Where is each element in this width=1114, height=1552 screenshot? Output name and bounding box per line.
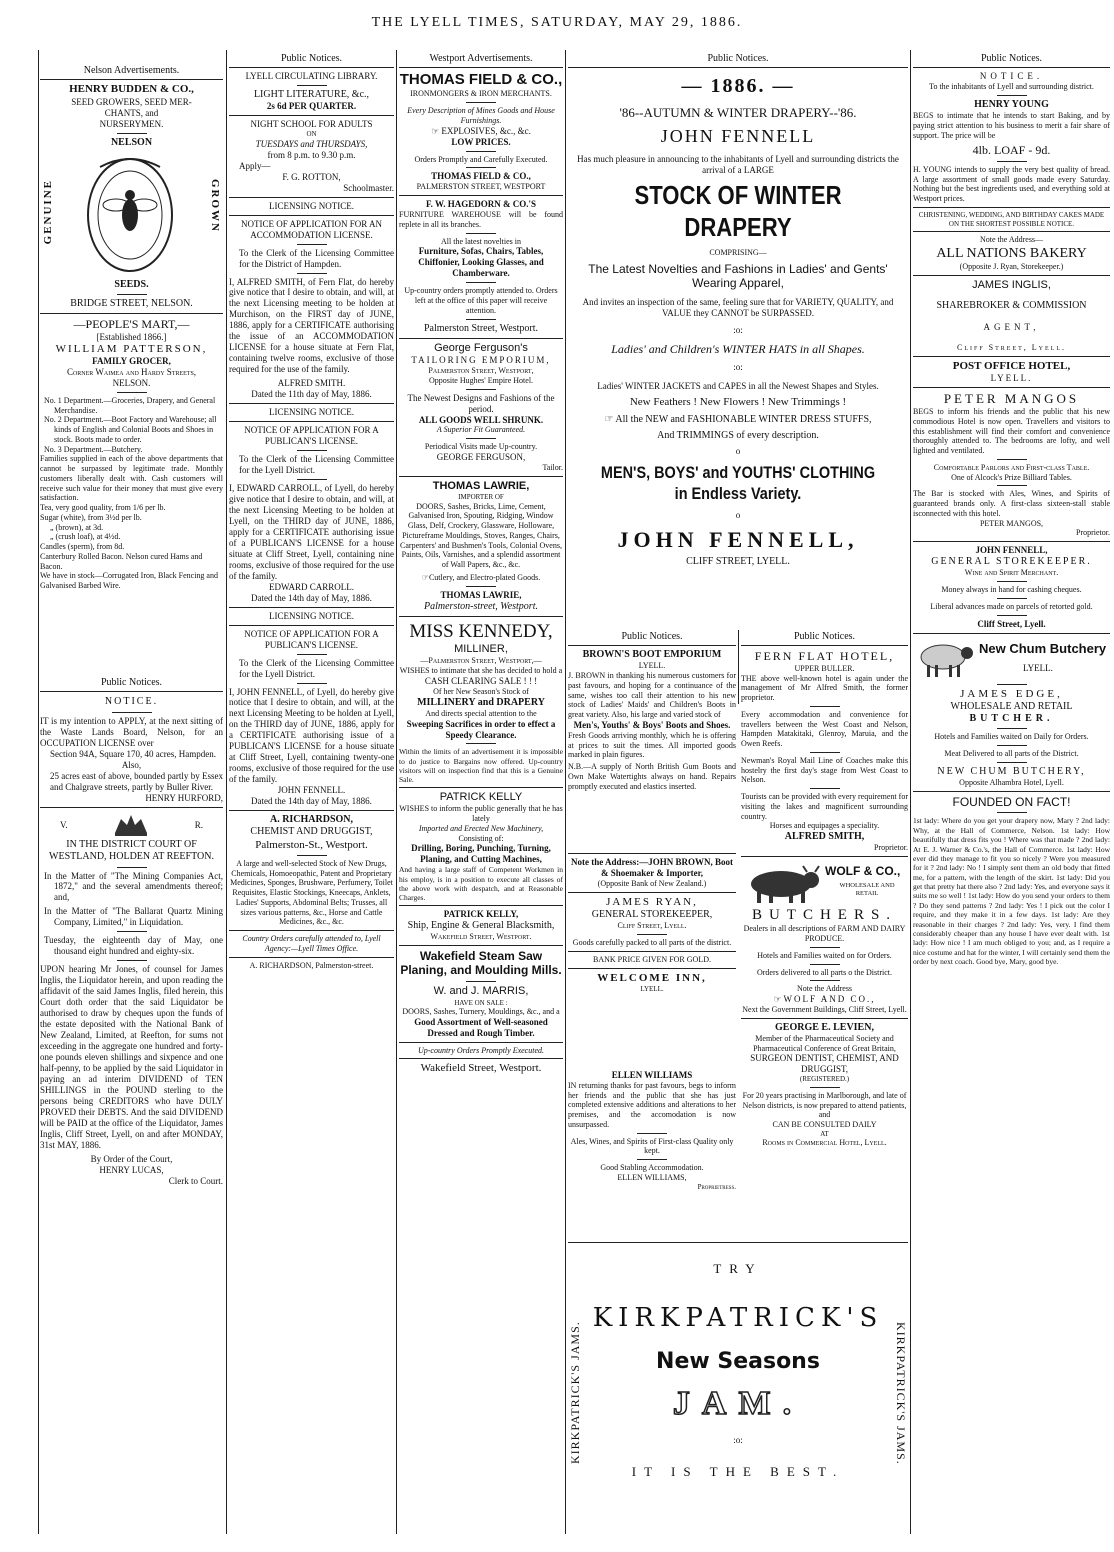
inglis-agent: AGENT, [983, 322, 1040, 333]
mangos-body: BEGS to inform his friends and the public that his new commodious Hotel is now open. Travellers and visitors to this establishment will find their comfort and convenience thoroughly attended to. The bedrooms are lofty, and well lighted and ventilated. [913, 407, 1110, 456]
marris-good: Good Assortment of Well-seasoned Dressed and Rough Timber. [414, 1016, 548, 1038]
acc-title: NOTICE OF APPLICATION FOR AN ACCOMMODATION LICENSE. [240, 218, 383, 240]
jf-cliff: Cliff Street, Lyell. [977, 618, 1046, 629]
budden-line: SEED GROWERS, SEED MER- [71, 96, 192, 107]
budden-name: HENRY BUDDEN & CO., [69, 83, 194, 96]
column-rule [910, 50, 911, 1534]
clothing-banner: MEN'S, BOYS' and YOUTHS' CLOTHING in Endless Variety. [600, 462, 876, 503]
marris-name: W. and J. MARRIS, [433, 985, 529, 998]
inglis-trade: SHAREBROKER & COMMISSION [936, 300, 1087, 312]
mangos-parlors: Comfortable Parlors and First-class Table. [933, 462, 1090, 472]
notice-title: NOTICE. [979, 71, 1044, 82]
kennedy-attn: And directs special attention to the [425, 708, 537, 718]
notice-body: IT is my intention to APPLY, at the next sitting of the Waste Lands Board, Nelson, for an OCCUPATION LICENSE over [40, 716, 223, 749]
fennell-big: JOHN FENNELL, [617, 527, 859, 553]
carroll-date: Dated the 14th day of May, 1886. [251, 592, 372, 603]
column-public-notices-2 [229, 52, 394, 1542]
gold-price: BANK PRICE GIVEN FOR GOLD. [592, 954, 711, 964]
mart-item: No. 1 Department.—Groceries, Drapery, and General Merchandise. [44, 395, 216, 415]
column-rule [226, 50, 227, 1534]
seal-left-label: GENUINE [42, 178, 54, 245]
mart-item: „ (crush loaf), at 4½d. [50, 532, 121, 542]
library-title: LYELL CIRCULATING LIBRARY. [245, 71, 378, 82]
ferguson-visits: Periodical Visits made Up-country. [424, 442, 538, 452]
notice-sign: HENRY HURFORD, [145, 793, 223, 804]
field-desc: Every Description of Mines Goods and House Furnishings. [407, 106, 555, 125]
royal-crest-icon [111, 813, 151, 837]
carroll-sign: EDWARD CARROLL. [269, 581, 354, 592]
jf-name: JOHN FENNELL, [975, 545, 1048, 556]
jf-liberal: Liberal advances made on parcels of retorted gold. [930, 601, 1093, 611]
section-header: Westport Advertisements. [399, 52, 563, 68]
mill-title: Wakefield Steam Saw Planing, and Moulding Mills. [400, 948, 562, 978]
jf-money: Money always in hand for cashing cheques. [941, 585, 1082, 595]
fennell-cliff: CLIFF STREET, LYELL. [686, 556, 790, 568]
wolf-note: Note the Address [796, 984, 853, 994]
court-date: Tuesday, the eighteenth day of May, one thousand eight hundred and eighty-six. [44, 935, 223, 957]
kirk-center [590, 1251, 886, 1480]
brown-body: J. BROWN in thanking his numerous customers for past favours, and hoping for a continuance of the same, wishes too call their attention to his new stock of Ladies' Maids' and Children's Boots in great variety. Also, his large and varied stock of [568, 671, 736, 720]
fern-tourists: Tourists can be provided with every requirement for visiting the lakes and magnificent surrounding country. [741, 792, 908, 821]
separator: o [735, 446, 741, 457]
lawrie-addr: Palmerston-street, Westport. [424, 600, 538, 612]
levien-member: Member of the Pharmaceutical Society and Pharmaceutical Conference of Great Britain, [753, 1033, 896, 1053]
stock-banner: STOCK OF WINTER DRAPERY [634, 180, 842, 243]
column-public-notices-4b [741, 630, 908, 1240]
jf-title: GENERAL STOREKEEPER. [931, 556, 1092, 568]
edge-opp: Opposite Alhambra Hotel, Lyell. [959, 778, 1064, 787]
fern-body: THE above well-known hotel is again under the management of Mr Alfred Smith, the former proprietor. [741, 673, 908, 703]
invites: And invites an inspection of the same, feeling sure that for VARIETY, QUALITY, and VALUE they CANNOT be SURPASSED. [582, 296, 894, 318]
budden-line: NURSERYMEN. [99, 118, 164, 129]
founded-title: FOUNDED ON FACT! [952, 794, 1071, 809]
richardson-title: CHEMIST AND DRUGGIST, [250, 826, 373, 838]
smith-date: Dated the 11th day of May, 1886. [251, 389, 372, 400]
kirk-sep: :o: [733, 1434, 743, 1445]
seal-bottom: SEEDS. [114, 278, 149, 290]
kirk-jam: JAM. [672, 1385, 804, 1423]
brown-lyell: LYELL. [638, 661, 666, 671]
wolf-next: Next the Government Buildings, Cliff Street, Lyell. [742, 1005, 907, 1015]
drapery-intro: Has much pleasure in announcing to the inhabitants of Lyell and surrounding districts the arrival of a LARGE [577, 154, 899, 176]
separator: o [735, 510, 741, 521]
ferguson-tailor: Tailor. [542, 462, 563, 472]
wolf-orders: Orders delivered to all parts o the District. [756, 967, 893, 977]
lawrie-cutlery: ☞Cutlery, and Electro-plated Goods. [421, 572, 541, 582]
kennedy-name: MISS KENNEDY, [409, 620, 553, 642]
richardson-place: Palmerston-St., Westport. [255, 838, 368, 851]
year-banner: — 1886. — [681, 75, 795, 98]
ferguson-shrunk: ALL GOODS WELL SHRUNK. [418, 414, 544, 425]
notice-acres: 25 acres east of above, bounded partly by Essex and Chalgrave streets, partly by Buller River. [50, 771, 223, 793]
notice-title: NOTICE. [104, 696, 159, 708]
newchum-title: New Chum Butchery [979, 640, 1107, 656]
field-expl: ☞ EXPLOSIVES, &c., &c. [431, 125, 531, 136]
young-body: BEGS to intimate that he intends to start Baking, and by paying strict attention to his business to merit a fair share of support. The price will be [913, 111, 1110, 140]
section-header: Public Notices. [229, 52, 394, 68]
mart-city: NELSON. [112, 378, 151, 388]
kennedy-body: WISHES to intimate that she has decided to hold a [399, 666, 563, 676]
masthead: THE LYELL TIMES, SATURDAY, MAY 29, 1886. [371, 15, 743, 30]
fern-horses: Horses and equipages a speciality. [769, 821, 880, 831]
mart-item: Canterbury Rolled Bacon. Nelson cured Hams and Bacon. [40, 551, 203, 571]
mangos-sign: PETER MANGOS, [979, 518, 1044, 528]
separator: :o: [733, 362, 743, 373]
fern-sub: UPPER BULLER. [794, 663, 855, 673]
field-name: THOMAS FIELD & CO., [399, 71, 563, 89]
kirk-side-left: KIRKPATRICK'S JAMS. [568, 1321, 582, 1465]
hagedorn-body: FURNITURE WAREHOUSE will be found replete in all its branches. [399, 210, 563, 229]
mart-est: [Established 1866.] [96, 331, 167, 342]
fern-prop: Proprietor. [874, 843, 908, 853]
inglis-addr: Cliff Street, Lyell. [957, 343, 1066, 353]
column-rule [396, 50, 397, 1534]
winter-hats: Ladies' and Children's WINTER HATS in all Shapes. [611, 341, 865, 356]
ferguson-fit: A Superior Fit Guaranteed. [436, 425, 526, 435]
bee-seal-icon [80, 153, 180, 277]
mart-corner: Corner Waimea and Hardy Streets, [66, 367, 197, 378]
levien-consult: CAN BE CONSULTED DAILY [772, 1120, 877, 1130]
edge-title: WHOLESALE AND RETAIL [950, 700, 1073, 712]
kelly-addr: Wakefield Street, Westport. [430, 932, 532, 942]
hagedorn-name: F. W. HAGEDORN & CO.'S [426, 199, 536, 210]
wolf-name: WOLF & CO., [825, 864, 901, 878]
ellen-ales: Ales, Wines, and Spirits of First-class Quality only kept. [570, 1136, 734, 1156]
field-addr: PALMERSTON STREET, WESTPORT [416, 182, 546, 192]
marris-sale: HAVE ON SALE : [454, 998, 508, 1007]
school-rotton: F. G. ROTTON, [282, 171, 341, 182]
separator: :o: [733, 324, 743, 335]
hagedorn-latest: All the latest novelties in [441, 236, 521, 246]
brown-title: BROWN'S BOOT EMPORIUM [582, 649, 722, 661]
mart-item: Candles (sperm), from 8d. [40, 542, 125, 552]
school-hours: from 8 p.m. to 9.30 p.m. [267, 149, 356, 160]
ryan-body: Goods carefully packed to all parts of the district. [572, 938, 732, 948]
pointing-hand-icon: ☞ [431, 125, 442, 136]
court-matter: In the Matter of "The Mining Companies Act, 1872," and the several amendments thereof; and, [44, 870, 223, 903]
school-title: NIGHT SCHOOL FOR ADULTS [250, 119, 373, 130]
kirk-try: TRY [713, 1261, 763, 1276]
bull-icon [741, 862, 821, 904]
jackets: Ladies' WINTER JACKETS and CAPES in all the Newest Shapes and Styles. [597, 381, 879, 392]
brown-nb: N.B.—A supply of North British Gum Boots and Own Make Watertights always on hand. Repairs promptly executed and elastics inserted. [568, 762, 736, 791]
kirk-name: KIRKPATRICK'S [592, 1302, 884, 1333]
licensing-header: LICENSING NOTICE. [269, 407, 354, 418]
kirkpatrick-ad [568, 1242, 908, 1543]
field-name2: THOMAS FIELD & CO., [431, 171, 531, 182]
mart-item: Families supplied in each of the above departments that cannot be surpassed by legitimate trade. Monthly customers liberally dealt with. Cash customers will receive such value for their money that must give every satisfaction. [40, 454, 223, 503]
clerk-address: To the Clerk of the Licensing Committee for the Lyell District. [239, 657, 394, 679]
richardson-body: A large and well-selected Stock of New Drugs, Chemicals, Homoeopathic, Patent and Proprietary Medicines, Sponges, Brushware, Perfumery, Toilet Requisites, Elastic Stockings, Kneecaps, Anklets, Ladies' Supports, Abdominal Belts; Trusses, all sizes various patterns, &c., Horse and Cattle Medicines, &c., &c. [230, 858, 393, 927]
column-westport [399, 52, 563, 1542]
novelties: The Latest Novelties and Fashions in Ladies' and Gents' Wearing Apparel, [588, 261, 888, 291]
pub-title: NOTICE OF APPLICATION FOR A PUBLICAN'S LICENSE. [244, 425, 379, 447]
kirk-best: IT IS THE BEST. [631, 1463, 845, 1479]
brown-addr: Note the Address:—JOHN BROWN, Boot & Shoemaker & Importer, [570, 857, 734, 878]
licensing-header: LICENSING NOTICE. [269, 200, 354, 211]
licensing-header: LICENSING NOTICE. [269, 610, 354, 621]
library-price: 2s 6d PER QUARTER. [266, 101, 357, 112]
column-rule [38, 50, 39, 1534]
column-public-notices-4a [568, 630, 736, 850]
budden-line: CHANTS, and [104, 107, 159, 118]
smith-body: I, ALFRED SMITH, of Fern Flat, do hereby give notice that I desire to obtain, and will, at the next Licensing meeting to be holden at Murchison, on the FIRST day of JUNE, 1886, apply for a CERTIFICATE authorising the issue of an ACCOMMODATION LICENSE for a house situate at Fern Flat, containing twelve rooms, exclusive of those required for the use of the family. [229, 276, 394, 375]
wolf-addr: ☞WOLF AND CO., [773, 994, 876, 1005]
court-order: By Order of the Court, [90, 1153, 173, 1164]
ferguson-name: George Ferguson's [434, 341, 528, 354]
pub-title: NOTICE OF APPLICATION FOR A PUBLICAN'S LICENSE. [244, 628, 379, 650]
column-public-notices-4a-cont [568, 850, 736, 1070]
mangos-name: PETER MANGOS [943, 391, 1080, 407]
richardson-name: A. RICHARDSON, [269, 814, 354, 826]
budden-city: NELSON [110, 136, 153, 148]
dress-stuffs: ☞ All the NEW and FASHIONABLE WINTER DRESS STUFFS, [604, 413, 872, 425]
mart-title: —PEOPLE'S MART,— [73, 317, 190, 332]
feathers: New Feathers ! New Flowers ! New Trimmings ! [629, 396, 847, 409]
lawrie-name: THOMAS LAWRIE, [432, 479, 530, 492]
mart-name: WILLIAM PATTERSON, [55, 342, 208, 355]
founded-dialogue: 1st lady: Where do you get your drapery now, Mary ? 2nd lady: Why, at the Hall of Commerce, Nelson. 1st lady: How beautifully that dress fits you ! Where was that made ? 2nd lady: At E. J. Warner & Co.'s, the Hall of Commerce. 1st lady: How ever did they manage to fit you so nicely ? Were you measured for it ? 2nd lady: No ! I simply sent them an old body that fitted me, for a pattern, with the length of the skirt. 1st lady: Did you get that pretty hat there also ? 2nd lady: Yes, and everyone says it suits me so well ! 1st lady: How do you send your orders to them ? Do they send patterns ? 2nd lady: Yes ! I pick out the color I require, and they make it in a few days. 1st lady: Are they reasonable in their charges ? 2nd lady: Yes, very. I find them considerably cheaper than any house I have ever dealt with. 1st lady: How nice ! I am much obliged to you; and, as I require a nice costume and hat for the winter, I will certainly send them the order by next coach. Good bye, Mary, good bye. [913, 816, 1110, 966]
section-header: Public Notices. [40, 676, 223, 692]
brown-mens: Men's, Youths' & Boys' Boots and Shoes. [573, 719, 731, 730]
section-header: Public Notices. [568, 52, 908, 68]
ellen-body: IN returning thanks for past favours, begs to inform her friends and the public that she has just completed extensive additions and alterations to her premises, and the accomodation is now unsurpassed. [568, 1080, 736, 1129]
welcome-lyell: LYELL. [640, 984, 664, 993]
mart-item: „ (brown), at 3d. [50, 522, 104, 532]
kelly-name: PATRICK KELLY [439, 791, 523, 804]
young-more: H. YOUNG intends to supply the very best quality of bread. A large assortment of small goods made every Saturday. Nothing but the best ingredients used, and everything sold at Westport prices. [913, 164, 1110, 204]
kelly-trade: Ship, Engine & General Blacksmith, [407, 919, 555, 931]
clerk-address: To the Clerk of the Licensing Committee for the District of Hampden. [239, 247, 394, 269]
fennell-body: I, JOHN FENNELL, of Lyell, do hereby give notice that I desire to obtain, and will, at the next Licensing Meeting to be holden at Lyell, on the THIRD day of JUNE, 1886, apply for a CERTIFICATE authorising issue of a PUBLICAN'S LICENSE for a house situate at Cliff Street, Lyell, containing twenty-one rooms, exclusive of those required for the use of the family. [229, 686, 394, 785]
kennedy-sale: CASH CLEARING SALE ! ! ! [424, 675, 538, 686]
kennedy-within: Within the limits of an advertisement it is impossible to do justice to Bargains now offered. Up-country visitors will on inspection find that this is a Genuine Sale. [399, 747, 563, 784]
ryan-name: JAMES RYAN, [606, 895, 698, 908]
season-banner: '86--AUTUMN & WINTER DRAPERY--'86. [619, 104, 857, 120]
school-on: ON [306, 130, 317, 139]
ellen-good: Good Stabling Accommodation. [600, 1163, 704, 1173]
clerk-address: To the Clerk of the Licensing Committee for the Lyell District. [239, 454, 394, 476]
court-matter: In the Matter of "The Ballarat Quartz Mining Company, Limited," in Liquidation. [44, 906, 223, 928]
mart-role: FAMILY GROCER, [92, 356, 171, 367]
smith-sign: ALFRED SMITH. [277, 378, 346, 389]
mart-item: No. 3 Department.—Butchery. [44, 444, 143, 454]
fern-mail: Newman's Royal Mail Line of Coaches make this hostelry the first day's stage from West Coast to Nelson. [741, 755, 908, 785]
school-apply: Apply— [239, 160, 271, 171]
young-to: To the inhabitants of Lyell and surrounding district. [929, 82, 1094, 92]
kennedy-addr: —Palmerston Street, Westport,— [420, 656, 542, 666]
kennedy-sweep: Sweeping Sacrifices in order to effect a Speedy Clearance. [406, 718, 556, 740]
mart-item: Sugar (white), from 3½d per lb. [40, 512, 142, 522]
levien-body: For 20 years practising in Marlborough, and late of Nelson districts, is now prepared to attend patients, and [742, 1090, 907, 1120]
seal-right-label: GROWN [209, 178, 221, 233]
wolf-header [741, 860, 908, 906]
edge-hotels: Hotels and Families waited on Daily for Orders. [934, 732, 1089, 742]
field-orders: Orders Promptly and Carefully Executed. [414, 154, 548, 164]
edge-butcher: BUTCHER. [969, 713, 1054, 725]
mart-item: Tea, very good quality, from 1/6 per lb. [40, 503, 166, 513]
edge-newchum: NEW CHUM BUTCHERY, [937, 765, 1086, 777]
field-trade: IRONMONGERS & IRON MERCHANTS. [410, 89, 552, 99]
ryan-addr: Cliff Street, Lyell. [617, 921, 687, 931]
fennell-sign: JOHN FENNELL. [277, 785, 346, 796]
ferguson-opp: Opposite Hughes' Empire Hotel. [428, 375, 534, 385]
bakery-name: ALL NATIONS BAKERY [936, 245, 1087, 261]
court-sign: HENRY LUCAS, [99, 1164, 164, 1175]
post-office-hotel: POST OFFICE HOTEL, [952, 359, 1071, 372]
welcome-inn: WELCOME INN, [597, 971, 707, 984]
fern-every: Every accommodation and convenience for travellers between the West Coast and Nelson, Hampden Matakitaki, Glenroy, Maruia, and the Owen Reefs. [741, 709, 908, 749]
court-title: IN THE DISTRICT COURT OF WESTLAND, HOLDEN AT REEFTON. [49, 839, 214, 863]
comprising: COMPRISING— [709, 247, 767, 257]
court-clerk: Clerk to Court. [168, 1175, 223, 1186]
butchers: BUTCHERS. [751, 907, 898, 923]
bakery-address: Note the Address— [979, 235, 1044, 245]
levien-rooms: Rooms in Commercial Hotel, Lyell. [762, 1138, 887, 1148]
wolf-dealers: Dealers in all descriptions of FARM AND DAIRY PRODUCE. [743, 924, 906, 944]
mart-item: No. 2 Department.—Boot Factory and Warehouse; all kinds of English and Colonial Boots and Shoes in stock. Boots made to order. [44, 415, 217, 444]
edge-name: JAMES EDGE, [960, 687, 1063, 700]
kelly-body: WISHES to inform the public generally that he has lately [399, 804, 563, 824]
pointing-hand-icon: ☞ [421, 572, 429, 582]
pointing-hand-icon: ☞ [773, 994, 784, 1005]
inglis-name: JAMES INGLIS, [972, 278, 1051, 291]
mart-item: We have in stock—Corrugated Iron, Black Fencing and Galvanised Barbed Wire. [40, 571, 218, 591]
wolf-hotels: Hotels and Families waited on for Orders. [757, 950, 892, 960]
loaf-price: 4lb. LOAF - 9d. [972, 143, 1051, 158]
seal-block [40, 149, 223, 279]
library-lit: LIGHT LITERATURE, &c., [253, 89, 370, 101]
post-lyell: LYELL. [990, 373, 1033, 384]
sheep-icon [913, 639, 977, 679]
newchum-lyell: LYELL. [1023, 662, 1053, 673]
mangos-bar: The Bar is stocked with Ales, Wines, and Spirits of guaranteed brands only. A first-class sixteen-stall stable isconnected with this hotel. [913, 489, 1110, 518]
pointing-hand-icon: ☞ [604, 413, 616, 425]
marris-country: Up-country Orders Promptly Executed. [417, 1045, 545, 1055]
kelly-drill: Drilling, Boring, Punching, Turning, Planing, and Cutting Machines, [411, 843, 551, 865]
kelly-consisting: Consisting of: [458, 833, 504, 843]
kennedy-stock: Of her New Season's Stock of [433, 686, 529, 696]
levien-title: SURGEON DENTIST, CHEMIST, AND DRUGGIST, [750, 1053, 899, 1075]
column-public-notices-1 [40, 676, 223, 1546]
section-header: Public Notices. [741, 630, 908, 646]
notice-section: Section 94A, Square 170, 40 acres, Hampden. [50, 749, 216, 760]
lawrie-body: DOORS, Sashes, Bricks, Lime, Cement, Galvanised Iron, Spouting, Ridging, Window Glass, Delf, Crockery, Glassware, Holloware, Pictureframe Mouldings, Stoves, Ranges, Chairs, Carpenters' and Bushmen's Tools, Colonial Ovens, Paints, Oils, Varnishes, and a splendid assortment of Wall Papers, &c., &c. [400, 501, 562, 570]
wolf-sub: WHOLESALE AND RETAIL [839, 882, 895, 897]
royal-arms [40, 811, 223, 839]
column-welcome-inn [568, 1070, 736, 1240]
ellen-prop: Proprietress. [697, 1182, 736, 1191]
school-master: Schoolmaster. [343, 182, 394, 193]
fern-sign: ALFRED SMITH, [784, 831, 865, 843]
edge-meat: Meat Delivered to all parts of the District. [944, 749, 1079, 759]
ferguson-title: TAILORING EMPORIUM, [411, 355, 551, 366]
marris-addr: Wakefield Street, Westport. [420, 1062, 542, 1075]
kirk-new: New Seasons [656, 1348, 820, 1374]
levien-reg: (REGISTERED.) [799, 1075, 850, 1084]
section-header: Nelson Advertisements. [40, 64, 223, 80]
hagedorn-goods: Furniture, Sofas, Chairs, Tables, Chiffonier, Looking Glasses, and Chamberware. [418, 246, 544, 279]
kelly-imported: Imported and Erected New Machinery, [418, 823, 544, 833]
mangos-prop: Proprietor. [1076, 528, 1110, 538]
fennell-date: Dated the 14th day of May, 1886. [251, 796, 372, 807]
carroll-body: I, EDWARD CARROLL, of Lyell, do hereby give notice that I desire to obtain, and will, at the next Licensing Meeting to be holden at Lyell, on the THIRD day of JUNE, 1886, apply for a CERTIFICATE authorising issue of a PUBLICAN'S LICENSE for a house situate at Cliff Street, Lyell, containing nine rooms, exclusive of those required for the use of the family. [229, 483, 394, 581]
section-header: Public Notices. [913, 52, 1110, 68]
fennell-name: JOHN FENNELL [660, 126, 816, 147]
kennedy-title: MILLINER, [454, 642, 508, 655]
section-header: Public Notices. [568, 630, 736, 646]
vr-right: R. [194, 819, 203, 830]
kennedy-millinery: MILLINERY and DRAPERY [417, 696, 545, 708]
vr-left: V. [60, 819, 68, 830]
lawrie-importer: IMPORTER OF [458, 493, 504, 502]
fern-title: FERN FLAT HOTEL, [754, 649, 895, 664]
ferguson-addr: Palmerston Street, Westport, [428, 366, 534, 376]
trimmings: And TRIMMINGS of every description. [657, 429, 819, 441]
richardson-country: Country Orders carefully attended to, Lyell Agency:—Lyell Times Office. [242, 934, 381, 953]
ryan-title: GENERAL STOREKEEPER, [591, 909, 713, 921]
field-low: LOW PRICES. [451, 136, 511, 147]
school-days: TUESDAYS and THURSDAYS, [255, 138, 368, 149]
budden-address: BRIDGE STREET, NELSON. [70, 297, 193, 309]
levien-at: AT [820, 1129, 829, 1138]
column-public-notices-5 [913, 52, 1110, 1542]
ferguson-body: The Newest Designs and Fashions of the period. [407, 392, 555, 414]
ferguson-sign: GEORGE FERGUSON, [436, 451, 526, 462]
brown-fresh: Fresh Goods arriving monthly, which he is offering at prices to suit the times. All imported goods marked in plain figures. [568, 730, 736, 760]
ellen-name: ELLEN WILLIAMS [611, 1070, 693, 1080]
mangos-billiard: One of Alcock's Prize Billiard Tables. [951, 472, 1072, 482]
column-rule [738, 630, 739, 704]
ellen-sign: ELLEN WILLIAMS, [617, 1172, 687, 1182]
bakery-opp: (Opposite J. Ryan, Storekeeper.) [959, 261, 1064, 271]
hagedorn-country: Up-country orders promptly attended to. Orders left at the office of this paper will receive attention. [404, 286, 558, 315]
court-body: UPON hearing Mr Jones, of counsel for James Inglis, the Liquidator herein, and upon reading the affidavit of the said James Inglis, filed herein, this Court doth order that the said Liquidator be authorised to draw by cheques upon the funds of the estate deposited with the National Bank of New Zealand, Limited, at Reefton, for sums not exceeding in the aggregate one hundred and forty-one pounds eleven shillings and sixpence and one half-penny, to be applied by the said Liquidator in paying an ad interim DIVIDEND of TEN SHILLINGS in the POUND sterling to the persons being CREDITORS who have DULY PROVED their DEBTS. And the said DIVIDEND will be PAID at the office of the Liquidator, James Inglis, Cliff Street, Lyell, on and after MONDAY, 31st MAY, 1886. [40, 964, 223, 1150]
hagedorn-addr: Palmerston Street, Westport. [424, 322, 538, 334]
richardson-sign: A. RICHARDSON, Palmerston-street. [249, 960, 374, 970]
kirk-side-right: KIRKPATRICK'S JAMS. [894, 1321, 908, 1465]
column-rule [565, 50, 566, 1534]
kelly-name2: PATRICK KELLY, [443, 908, 519, 919]
kelly-staff: And having a large staff of Competent Workmen in his employ, is in a position to execute all classes of the above work with despatch, and at Reasonable Charges. [399, 865, 563, 902]
lawrie-name2: THOMAS LAWRIE, [440, 589, 522, 600]
young-name: HENRY YOUNG [974, 98, 1049, 110]
levien-name: GEORGE E. LEVIEN, [775, 1021, 874, 1033]
marris-body: DOORS, Sashes, Turnery, Mouldings, &c., and a [402, 1007, 560, 1017]
brown-opp: (Opposite Bank of New Zealand.) [597, 878, 707, 888]
newchum-header [913, 637, 1110, 681]
jf-wine: Wine and Spirit Merchant. [964, 568, 1059, 578]
column-fennell-drapery [568, 52, 908, 628]
christening: CHRISTENING, WEDDING, AND BIRTHDAY CAKES MADE ON THE SHORTEST POSSIBLE NOTICE. [918, 210, 1105, 228]
notice-also: Also, [121, 760, 142, 771]
